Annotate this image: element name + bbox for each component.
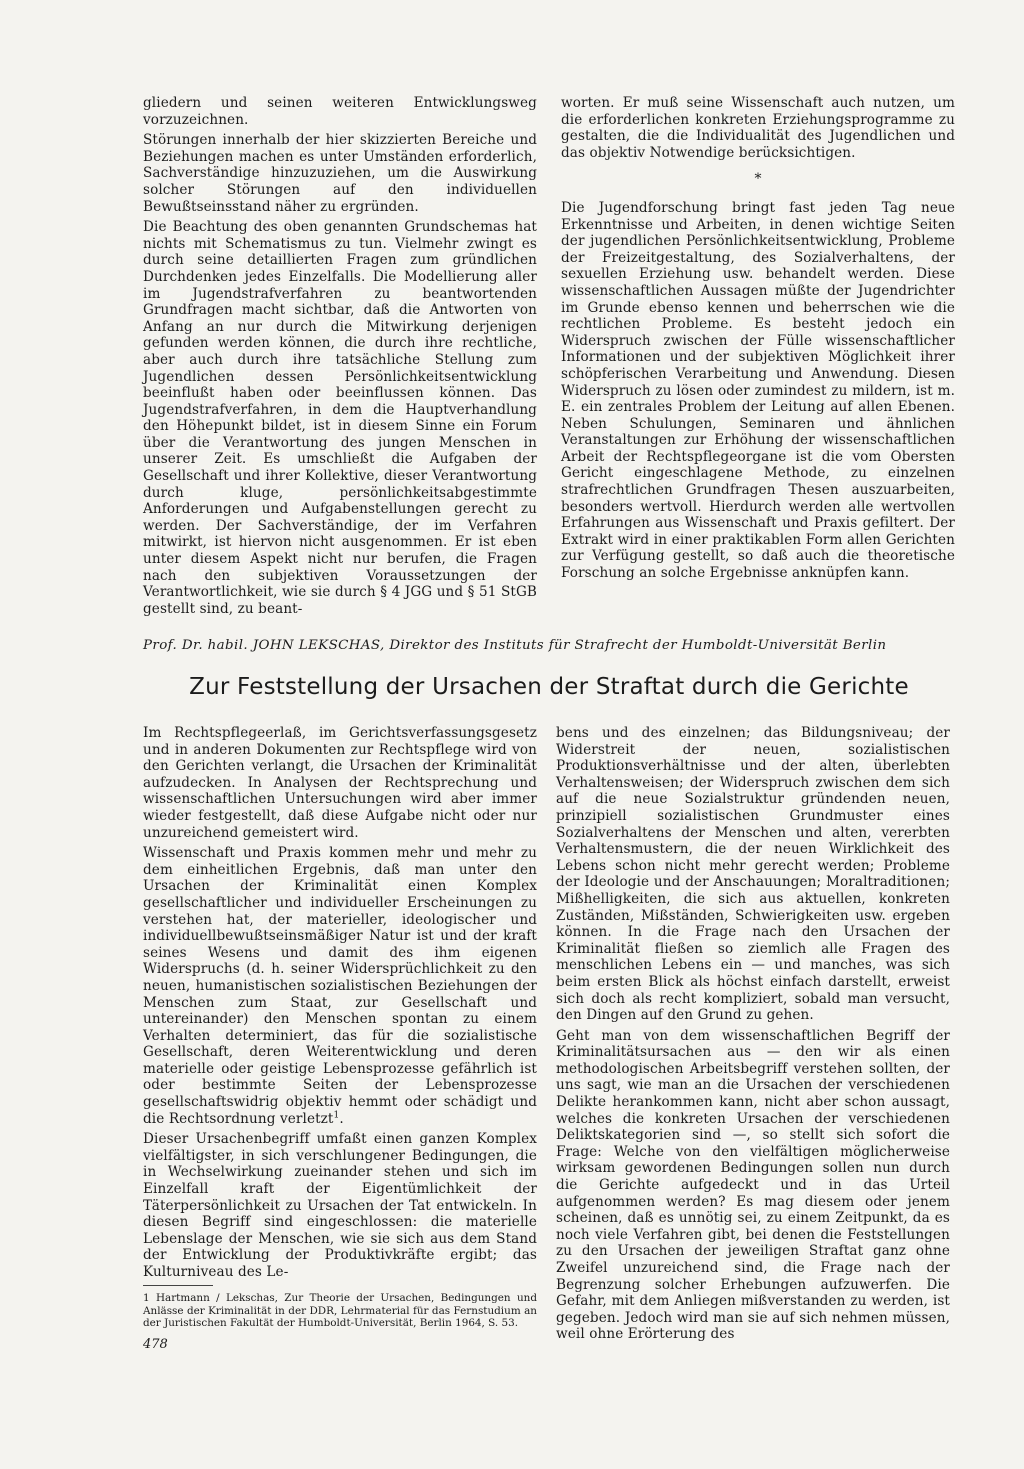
article-left-column — [143, 725, 537, 1285]
paragraph — [143, 845, 537, 1127]
article-title: Zur Feststellung der Ursachen der Straftat durch die Gerichte — [189, 674, 909, 700]
paragraph-end: . — [339, 1110, 344, 1127]
paragraph: Im Rechtspflegeerlaß, im Gerichtsverfassungsgesetz und in anderen Dokumenten zur Rechtspflege wird von den Gerichten verlangt, die Ursachen der Kriminalität aufzudecken. In Analysen der Rechtsprechung und wissenschaftlichen Untersuchungen wird aber immer wieder festgestellt, daß diese Aufgabe nicht oder nur unzureichend gemeistert wird. — [143, 725, 537, 841]
section-separator-star: * — [754, 171, 762, 188]
top-right-column — [561, 95, 955, 586]
paragraph: Geht man von dem wissenschaftlichen Begriff der Kriminalitätsursachen aus — den wir als einen methodologischen Arbeitsbegriff verstehen sollten, der uns sagt, wie man an die Ursachen der verschiedenen Delikte herankommen kann, nicht aber schon aussagt, welches die konkreten Ursachen der verschiedenen Deliktskategorien sind —, so stellt sich sofort die Frage: Welche von den vielfältigen möglicherweise wirksam gewordenen Bedingungen sollen nun durch die Gerichte aufgedeckt und in das Urteil aufgenommen werden? Es mag diesem oder jenem scheinen, daß es unnötig sei, zu einem Zeitpunkt, da es noch viele Verfahren gibt, bei denen die Feststellungen zu den Ursachen der jeweiligen Straftat ganz ohne Zweifel unzureichend sind, die Frage nach der Begrenzung solcher Erhebungen aufzuwerfen. Die Gefahr, mit dem Anliegen mißverstanden zu werden, ist gegeben. Jedoch wird man sie auf sich nehmen müssen, weil ohne Erörterung des — [556, 1027, 950, 1343]
page-number: 478 — [143, 1337, 168, 1352]
footnote-reference: 1 — [333, 1110, 340, 1121]
footnote: 1 Hartmann / Lekschas, Zur Theorie der Ursachen, Bedingungen und Anlässe der Kriminalität in der DDR, Lehrmaterial für das Fernstudium an der Juristischen Fakultät der Humboldt-Universität, Berlin 1964, S. 53. — [143, 1292, 537, 1330]
author-line: Prof. Dr. habil. JOHN LEKSCHAS, Direktor des Instituts für Strafrecht der Humboldt-Universität Berlin — [143, 638, 887, 653]
paragraph: Störungen innerhalb der hier skizzierten Bereiche und Beziehungen machen es unter Umständen erforderlich, Sachverständige hinzuzuziehen, um die Auswirkung solcher Störungen auf den individuellen Bewußtseinsstand näher zu ergründen. — [143, 132, 537, 215]
paragraph: Die Beachtung des oben genannten Grundschemas hat nichts mit Schematismus zu tun. Vielmehr zwingt es durch seine detaillierten Fragen zum gründlichen Durchdenken jedes Einzelfalls. Die Modellierung aller im Jugendstrafverfahren zu beantwortenden Grundfragen macht sichtbar, daß die Antworten von Anfang an nur durch die Mitwirkung derjenigen gefunden werden können, die durch ihre rechtliche, aber auch durch ihre tatsächliche Stellung zum Jugendlichen dessen Persönlichkeitsentwicklung beeinflußt haben oder beeinflussen können. Das Jugendstrafverfahren, in dem die Hauptverhandlung den Höhepunkt bildet, ist in diesem Sinne ein Forum über die Verantwortung des jungen Menschen in unserer Zeit. Es umschließt die Aufgaben der Gesellschaft und ihrer Kollektive, dieser Verantwortung durch kluge, persönlichkeitsabgestimmte Anforderungen und Aufgabenstellungen gerecht zu werden. Der Sachverständige, der im Verfahren mitwirkt, ist hiervon nicht ausgenommen. Er ist eben unter diesem Aspekt nicht nur berufen, die Fragen nach den subjektiven Voraussetzungen der Verantwortlichkeit, wie sie durch § 4 JGG und § 51 StGB gestellt sind, zu beant- — [143, 219, 537, 617]
paragraph: worten. Er muß seine Wissenschaft auch nutzen, um die erforderlichen konkreten Erziehungsprogramme zu gestalten, die die Individualität des Jugendlichen und das objektiv Notwendige berücksichtigen. — [561, 95, 955, 161]
footnote-divider — [143, 1285, 213, 1286]
top-left-column — [143, 95, 537, 621]
paragraph: Die Jugendforschung bringt fast jeden Tag neue Erkenntnisse und Arbeiten, in denen wichtige Seiten der jugendlichen Persönlichkeitsentwicklung, Probleme der Freizeitgestaltung, des Sozialverhaltens, der sexuellen Erziehung usw. behandelt werden. Diese wissenschaftlichen Aussagen müßte der Jugendrichter im Grunde ebenso kennen und beherrschen wie die rechtlichen Probleme. Es besteht jedoch ein Widerspruch zwischen der Fülle wissenschaftlicher Informationen und der subjektiven Möglichkeit ihrer schöpferischen Verarbeitung und Anwendung. Diesen Widerspruch zu lösen oder zumindest zu mildern, ist m. E. ein zentrales Problem der Leitung auf allen Ebenen. Neben Schulungen, Seminaren und ähnlichen Veranstaltungen zur Erhöhung der wissenschaftlichen Arbeit der Rechtspflegeorgane ist die vom Obersten Gericht eingeschlagene Methode, zu einzelnen strafrechtlichen Grundfragen Thesen auszuarbeiten, besonders wertvoll. Hierdurch werden alle wertvollen Erfahrungen aus Wissenschaft und Praxis gefiltert. Der Extrakt wird in einer praktikablen Form allen Gerichten zur Verfügung gestellt, so daß auch die theoretische Forschung an solche Ergebnisse anknüpfen kann. — [561, 199, 955, 582]
article-right-column — [556, 725, 950, 1347]
paragraph: Dieser Ursachenbegriff umfaßt einen ganzen Komplex vielfältigster, in sich verschlungener Bedingungen, die in Wechselwirkung zueinander stehen und sich im Einzelfall kraft der Eigentümlichkeit der Täterpersönlichkeit zu Ursachen der Tat entwickeln. In diesen Begriff sind eingeschlossen: die materielle Lebenslage der Menschen, wie sie sich aus dem Stand der Entwicklung der Produktivkräfte ergibt; das Kulturniveau des Le- — [143, 1131, 537, 1280]
paragraph: gliedern und seinen weiteren Entwicklungsweg vorzuzeichnen. — [143, 95, 537, 128]
paragraph: bens und des einzelnen; das Bildungsniveau; der Widerstreit der neuen, sozialistischen Produktionsverhältnisse und der alten, überlebten Verhaltensweisen; der Widerspruch zwischen dem sich auf die neue Sozialstruktur gründenden neuen, prinzipiell sozialistischen Grundmuster eines Sozialverhaltens der Menschen und alten, vererbten Verhaltensmustern, die der neuen Wirklichkeit des Lebens schon nicht mehr gerecht werden; Probleme der Ideologie und der Anschauungen; Moraltraditionen; Mißhelligkeiten, die sich aus aktuellen, konkreten Zuständen, Mißständen, Schwierigkeiten usw. ergeben können. In die Frage nach den Ursachen der Kriminalität fließen so ziemlich alle Fragen des menschlichen Lebens ein — und manches, was sich beim ersten Blick als höchst einfach darstellt, erweist sich doch als recht kompliziert, sobald man versucht, den Dingen auf den Grund zu gehen. — [556, 725, 950, 1024]
paragraph-text: Wissenschaft und Praxis kommen mehr und mehr zu dem einheitlichen Ergebnis, daß man unter den Ursachen der Kriminalität einen Komplex gesellschaftlicher und individueller Erscheinungen zu verstehen hat, der materieller, ideologischer und individuellbewußtseinsmäßiger Natur ist und der kraft seines Wesens und damit des ihm eigenen Widerspruchs (d. h. seiner Widersprüchlichkeit zu den neuen, humanistischen sozialistischen Beziehungen der Menschen zum Staat, zur Gesellschaft und untereinander) den Menschen spontan zu einem Verhalten determiniert, das für die sozialistische Gesellschaft, deren Weiterentwicklung und deren materielle oder geistige Lebensprozesse gefährlich ist oder bestimmte Seiten der Lebensprozesse gesellschaftswidrig objektiv hemmt oder schädigt und die Rechtsordnung verletzt — [143, 845, 537, 1127]
